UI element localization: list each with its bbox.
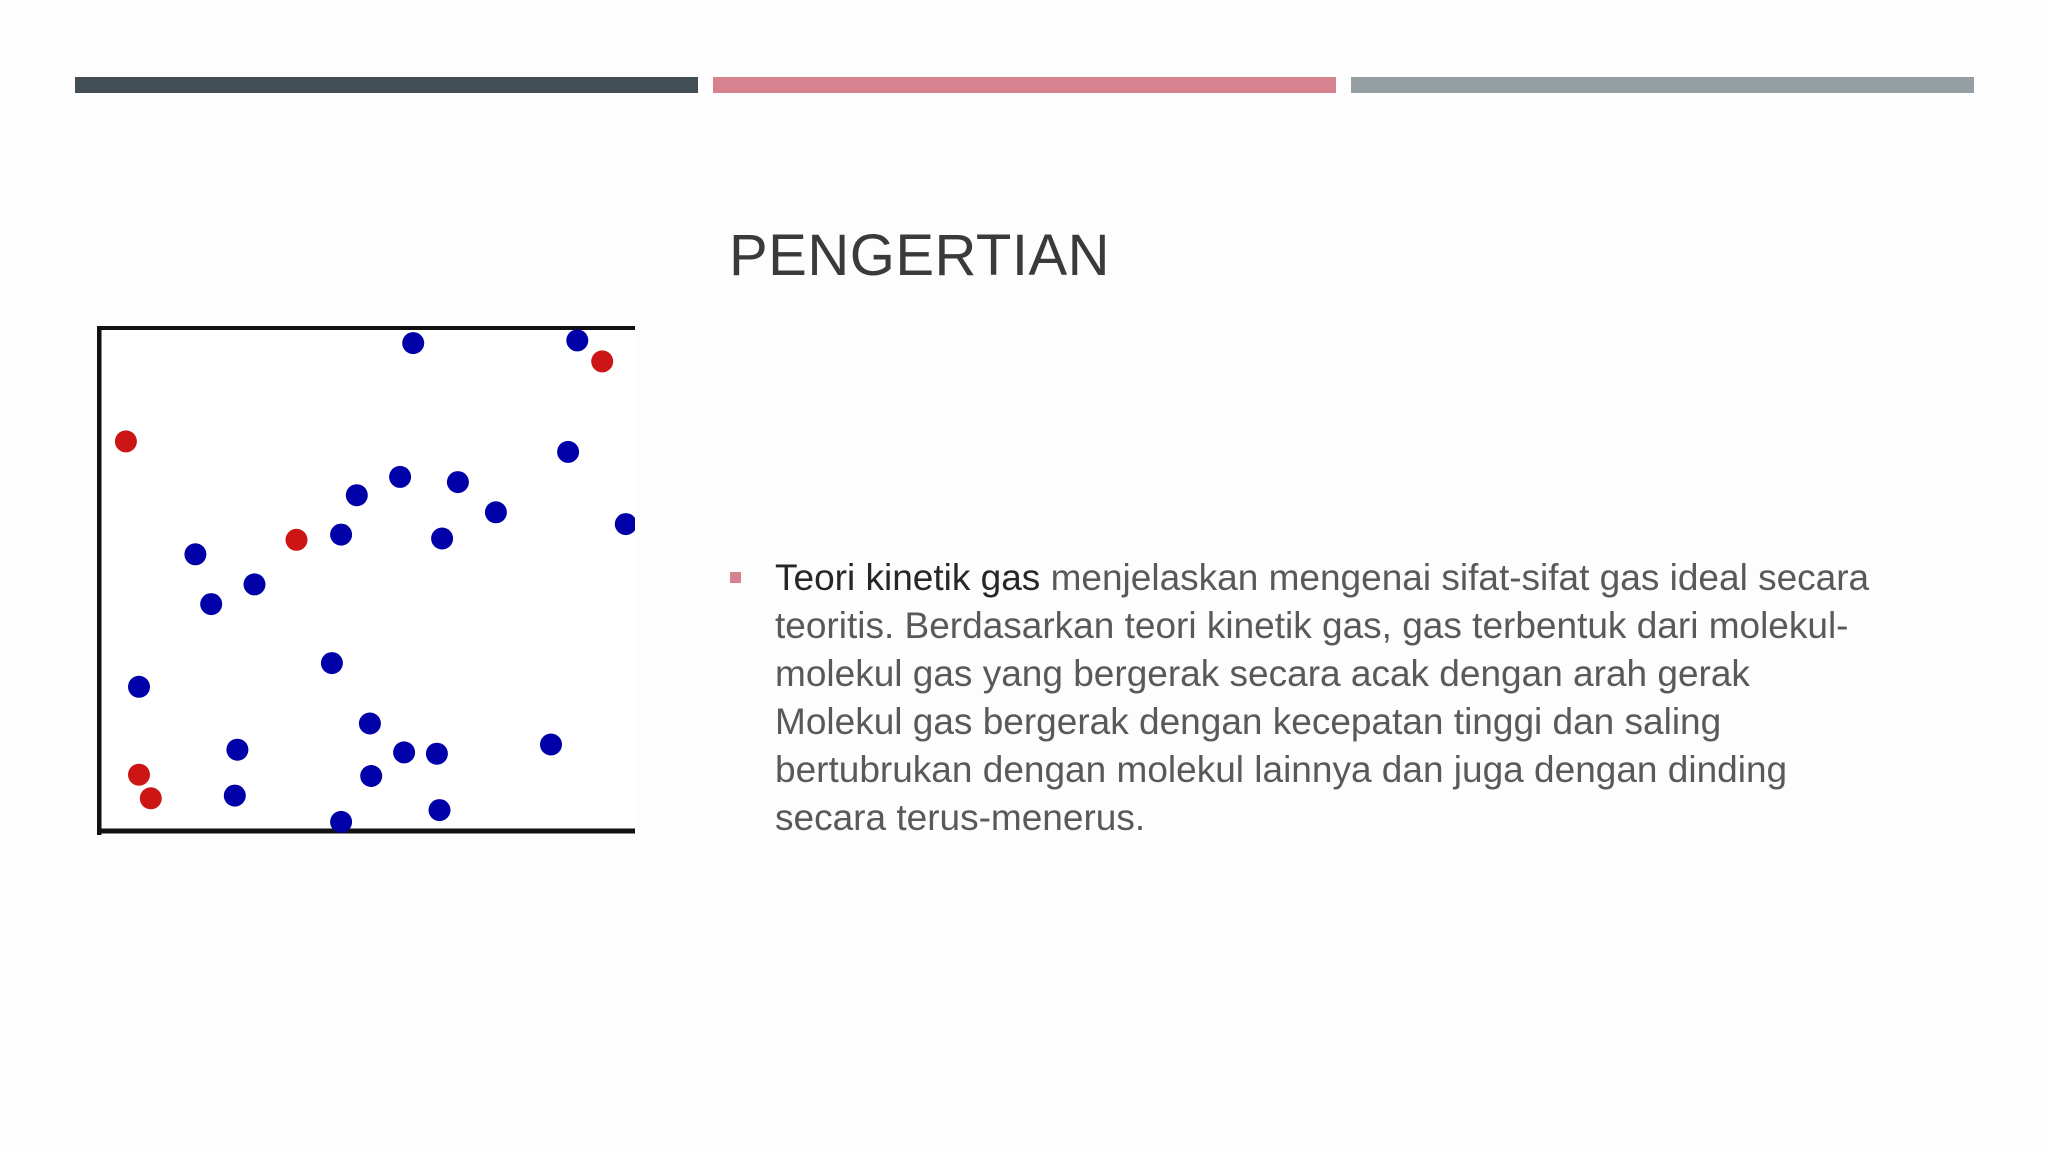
red-molecule [591,350,613,372]
blue-molecule [426,743,448,765]
blue-molecule [431,528,453,550]
blue-molecule [393,741,415,763]
blue-molecule [224,785,246,807]
red-molecule [140,787,162,809]
blue-molecule [226,739,248,761]
blue-molecule [540,734,562,756]
blue-molecule [429,799,451,821]
red-molecule [115,430,137,452]
blue-molecule [184,543,206,565]
blue-molecule [485,501,507,523]
blue-molecule [346,484,368,506]
content-area [730,554,1870,842]
blue-molecule [402,332,424,354]
bullet-term: Teori kinetik gas [775,557,1041,598]
blue-molecule [200,593,222,615]
blue-molecule [244,573,266,595]
accent-bar-pink [713,77,1336,93]
bullet-text [775,554,1870,842]
blue-molecule [330,524,352,546]
bullet-body: menjelaskan mengenai sifat-sifat gas ideal secara teoritis. Berdasarkan teori kinetik gas, gas terbentuk dari molekul-molekul gas yang bergerak secara acak dengan arah gerak Molekul gas bergerak dengan kecepatan tinggi dan saling bertubrukan dengan molekul lainnya dan juga dengan dinding secara terus-menerus. [775,557,1870,838]
red-molecule [128,764,150,786]
red-molecule [286,529,308,551]
accent-bar-dark [75,77,698,93]
blue-molecule [360,765,382,787]
blue-molecule [389,466,411,488]
accent-bar-gray [1351,77,1974,93]
gas-molecules-illustration [97,326,635,835]
blue-molecule [128,676,150,698]
blue-molecule [566,329,588,351]
blue-molecule [321,652,343,674]
blue-molecule [557,441,579,463]
molecules-canvas [97,326,635,835]
blue-molecule [359,713,381,735]
bullet-item [730,554,1870,842]
square-bullet-icon [730,572,741,583]
blue-molecule [447,471,469,493]
blue-molecule [330,811,352,833]
slide-title: PENGERTIAN [729,223,1111,288]
